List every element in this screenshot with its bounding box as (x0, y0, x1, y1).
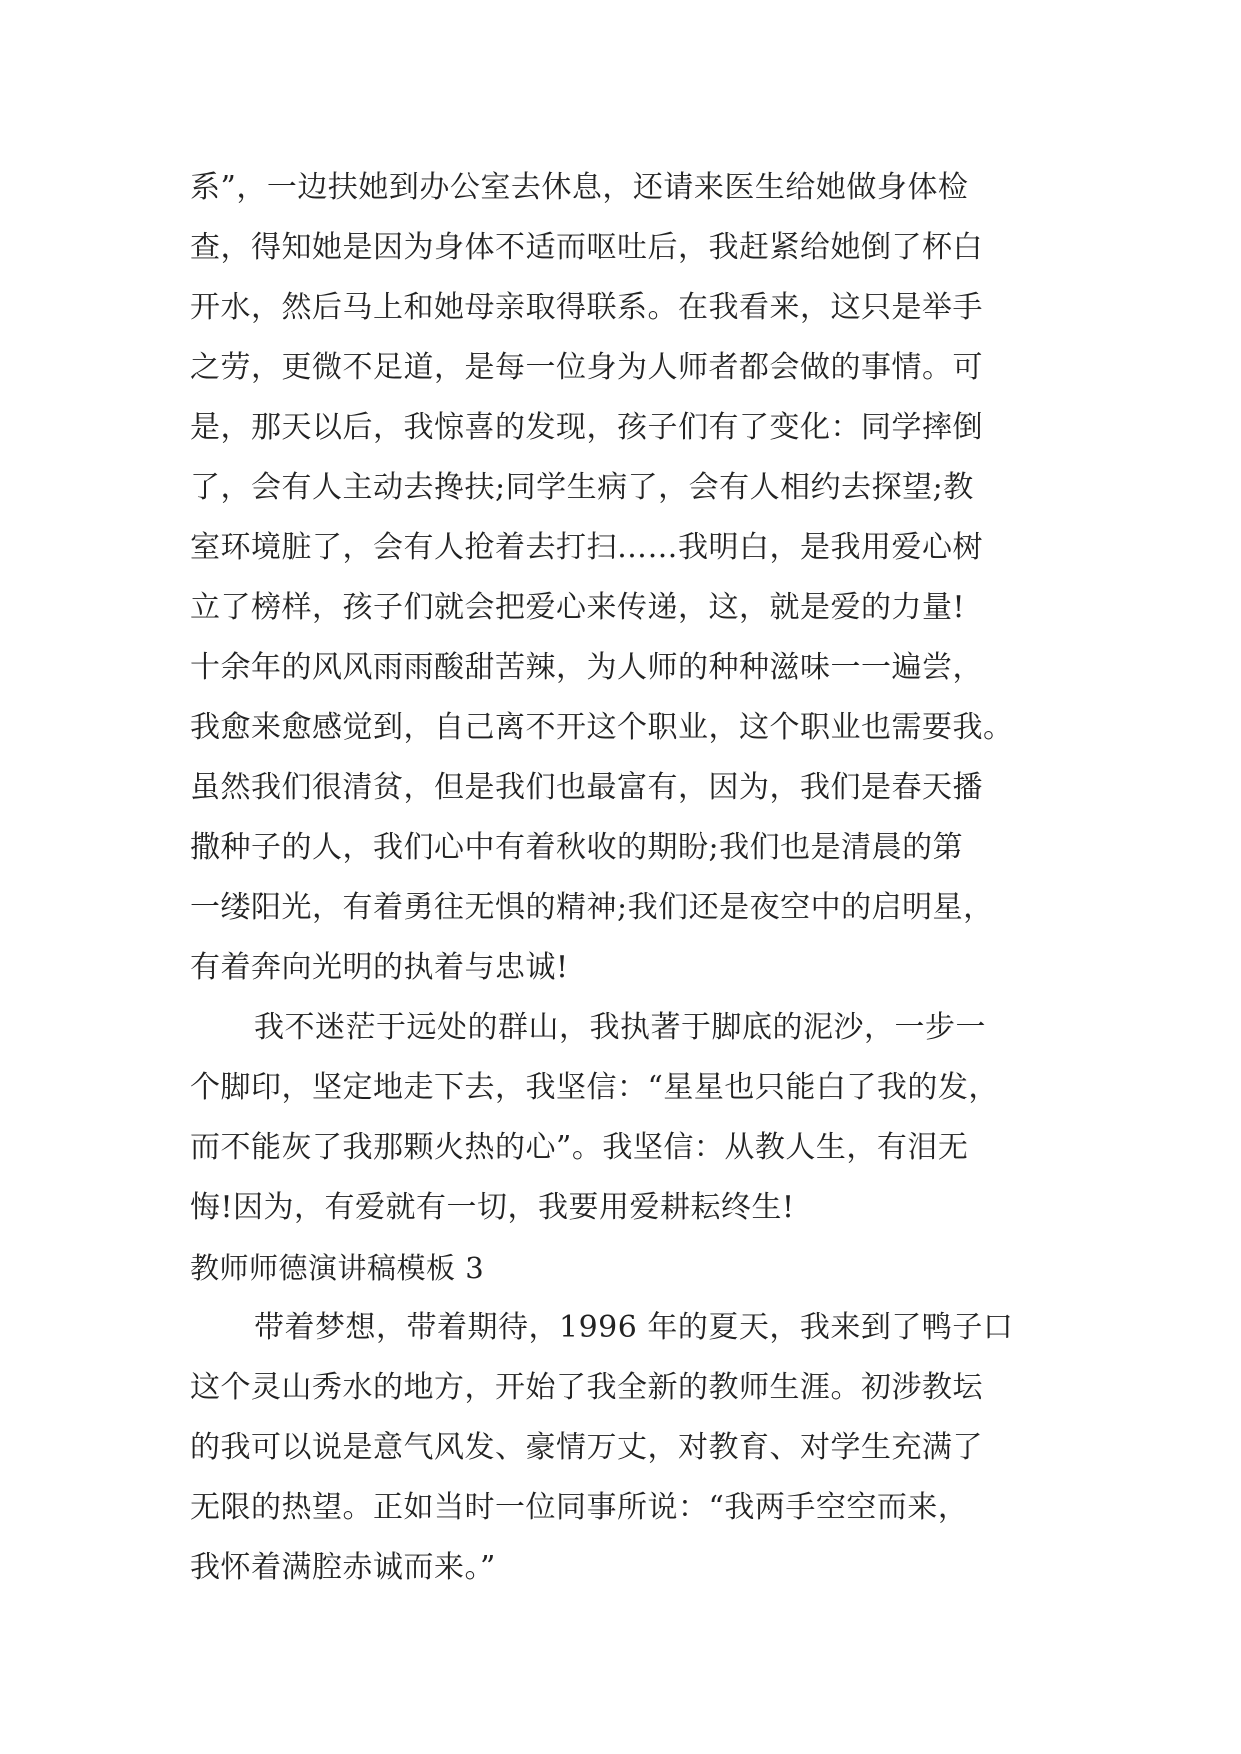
text-line: 我不迷茫于远处的群山，我执著于脚底的泥沙，一步一 (254, 1010, 986, 1045)
text-line: 查，得知她是因为身体不适而呕吐后，我赶紧给她倒了杯白 (190, 230, 983, 265)
text-line: 而不能灰了我那颗火热的心”。我坚信：从教人生，有泪无 (190, 1130, 969, 1165)
section-heading: 教师师德演讲稿模板 3 (190, 1251, 485, 1285)
text-line: 有着奔向光明的执着与忠诚! (190, 950, 569, 985)
paragraph-conclusion (190, 998, 1070, 1238)
text-line: 无限的热望。正如当时一位同事所说：“我两手空空而来， (190, 1490, 969, 1525)
paragraph-opening (190, 1298, 1070, 1598)
text-line: 虽然我们很清贫，但是我们也最富有，因为，我们是春天播 (190, 770, 983, 805)
text-line: 开水，然后马上和她母亲取得联系。在我看来，这只是举手 (190, 290, 983, 325)
text-line: 了，会有人主动去搀扶;同学生病了，会有人相约去探望;教 (190, 470, 974, 505)
text-line: 十余年的风风雨雨酸甜苦辣，为人师的种种滋味一一遍尝， (190, 650, 983, 685)
text-line: 悔!因为，有爱就有一切，我要用爱耕耘终生! (190, 1190, 795, 1225)
text-line: 立了榜样，孩子们就会把爱心来传递，这，就是爱的力量! (190, 590, 966, 625)
text-line: 之劳，更微不足道，是每一位身为人师者都会做的事情。可 (190, 350, 983, 385)
text-line: 系”，一边扶她到办公室去休息，还请来医生给她做身体检 (190, 170, 969, 205)
text-line: 我愈来愈感觉到，自己离不开这个职业，这个职业也需要我。 (190, 710, 1014, 745)
text-line: 带着梦想，带着期待，1996 年的夏天，我来到了鸭子口 (254, 1310, 1014, 1345)
text-line: 撒种子的人，我们心中有着秋收的期盼;我们也是清晨的第 (190, 830, 964, 865)
paragraph-continued (190, 158, 1070, 998)
text-line: 的我可以说是意气风发、豪情万丈，对教育、对学生充满了 (190, 1430, 983, 1465)
text-line: 一缕阳光，有着勇往无惧的精神;我们还是夜空中的启明星， (190, 890, 994, 925)
text-line: 个脚印，坚定地走下去，我坚信：“星星也只能白了我的发， (190, 1070, 999, 1105)
text-line: 这个灵山秀水的地方，开始了我全新的教师生涯。初涉教坛 (190, 1370, 983, 1405)
text-line: 室环境脏了，会有人抢着去打扫……我明白，是我用爱心树 (190, 530, 983, 565)
document-body (190, 158, 1070, 1598)
text-line: 我怀着满腔赤诚而来。” (190, 1550, 496, 1585)
text-line: 是，那天以后，我惊喜的发现，孩子们有了变化：同学摔倒 (190, 410, 983, 445)
